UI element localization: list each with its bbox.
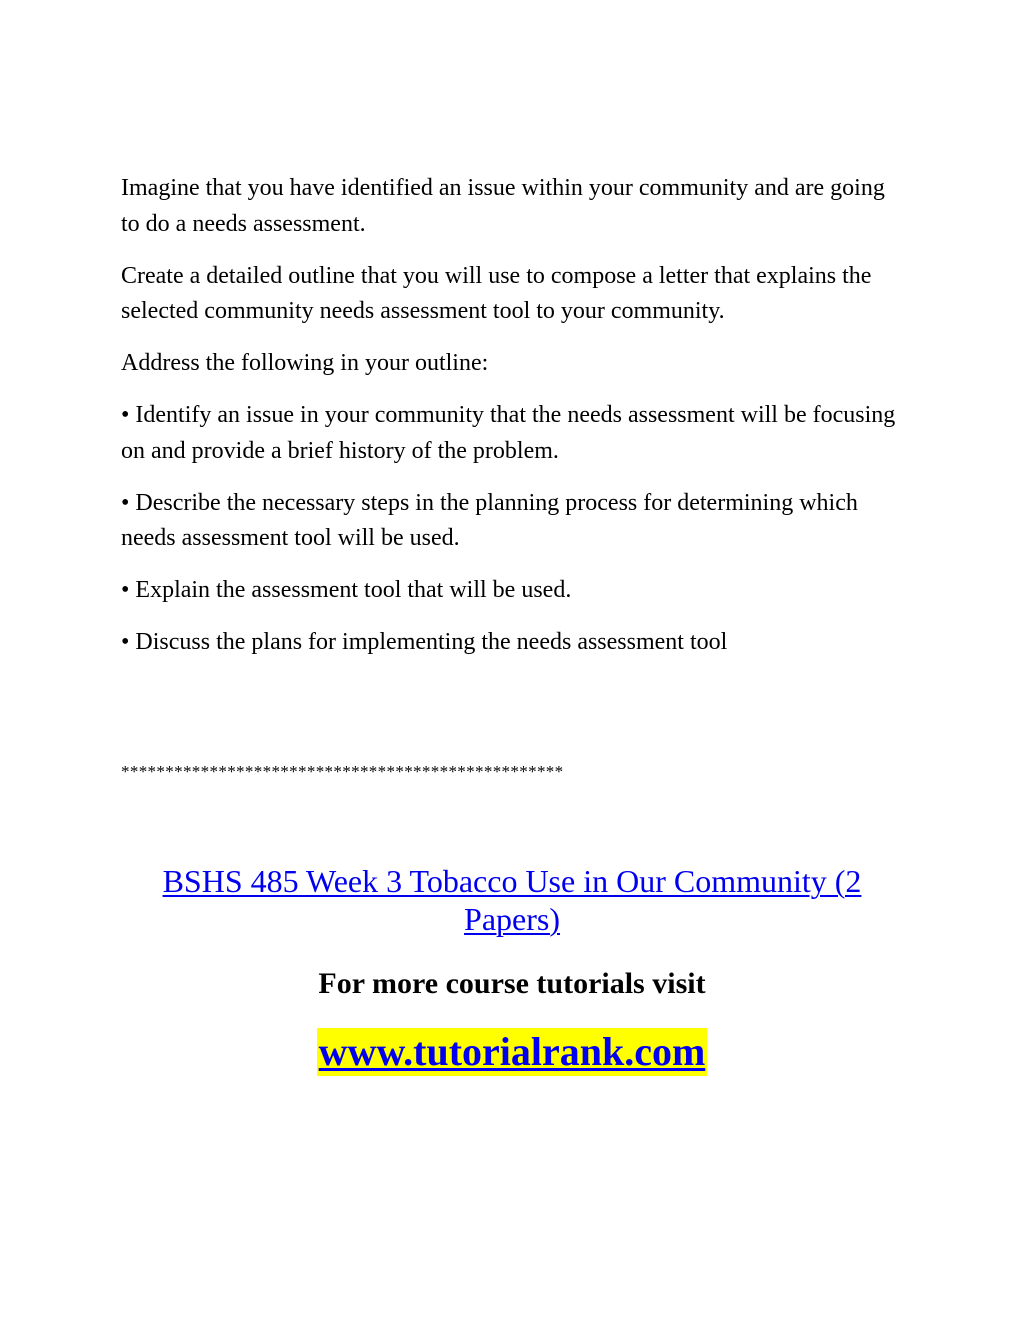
bullet-item-planning-steps: • Describe the necessary steps in the planning process for determining which needs assessment tool will be used. <box>121 489 858 551</box>
assignment-body <box>121 171 901 677</box>
visit-prompt: For more course tutorials visit <box>318 967 706 1000</box>
intro-paragraph: Imagine that you have identified an issue within your community and are going to do a needs assessment. <box>121 175 885 237</box>
website-link-container <box>0 1028 1024 1076</box>
bullet-item-explain-tool: • Explain the assessment tool that will be used. <box>121 577 572 603</box>
website-link[interactable]: www.tutorialrank.com <box>318 1029 706 1074</box>
bullet-item-implementation-plans: • Discuss the plans for implementing the needs assessment tool <box>121 629 728 655</box>
address-heading: Address the following in your outline: <box>121 350 489 376</box>
bullet-item-identify-issue: • Identify an issue in your community that the needs assessment will be focusing on and provide a brief history of the problem. <box>121 402 896 464</box>
course-title-link[interactable]: BSHS 485 Week 3 Tobacco Use in Our Community (2 Papers) <box>162 863 862 937</box>
task-paragraph: Create a detailed outline that you will use to compose a letter that explains the selected community needs assessment tool to your community. <box>121 262 872 324</box>
asterisk-separator: ************************************************** <box>121 762 564 781</box>
